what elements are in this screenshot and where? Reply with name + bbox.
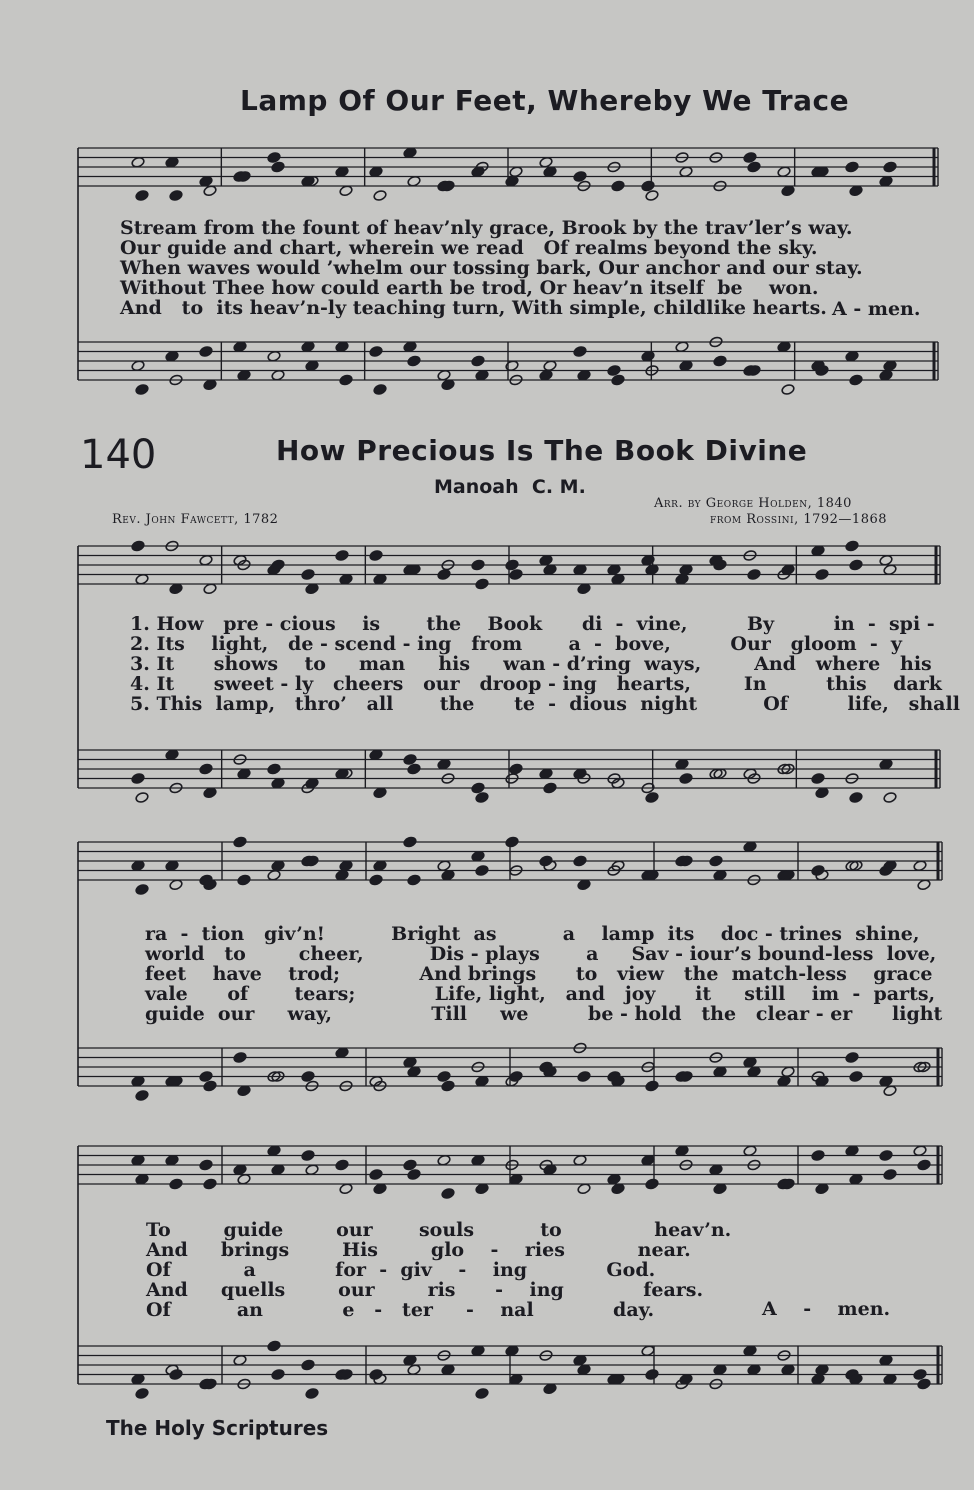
note-head [301, 569, 315, 581]
note-head [879, 1150, 893, 1162]
note-head [747, 569, 761, 581]
note-head [271, 161, 285, 173]
note-head [369, 550, 383, 562]
note-head [169, 1178, 183, 1190]
system1-verse-3: 3. It shows to man his wan - d’ring ways, And where his [130, 653, 932, 675]
note-head [267, 763, 281, 775]
note-head [573, 346, 587, 358]
note-head [845, 1052, 859, 1064]
arranger-credit: Arr. by George Holden, 1840 [654, 496, 852, 511]
note-head [199, 346, 213, 358]
note-head [441, 1080, 455, 1092]
note-head [373, 384, 387, 396]
note-head [403, 1159, 417, 1171]
note-head [407, 763, 421, 775]
note-head [883, 792, 897, 804]
note-head [811, 1150, 825, 1162]
note-head [169, 1369, 183, 1381]
system3-verse-4: And quells our ris - ing fears. [146, 1279, 704, 1301]
note-head [403, 754, 417, 766]
prev-verse-1: Stream from the fount of heav’nly grace, Brook by the trav’ler’s way. [120, 217, 853, 239]
note-head [505, 559, 519, 571]
note-head [131, 540, 145, 552]
note-head [611, 374, 625, 386]
note-head [509, 763, 523, 775]
note-head [573, 171, 587, 183]
note-head [713, 355, 727, 367]
note-head [471, 559, 485, 571]
note-head [913, 1369, 927, 1381]
note-head [607, 365, 621, 377]
system3-verse-2: And brings His glo - ries near. [146, 1239, 691, 1261]
note-head [747, 161, 761, 173]
note-head [611, 180, 625, 192]
note-head [135, 884, 149, 896]
note-head [135, 1090, 149, 1102]
system2-verse-4: vale of tears; Life, light, and joy it still im - parts, [145, 983, 936, 1005]
note-head [845, 161, 859, 173]
note-head [403, 836, 417, 848]
system3-verse-1: To guide our souls to heav’n. [146, 1219, 732, 1241]
note-head [369, 346, 383, 358]
note-head [849, 559, 863, 571]
prev-verse-4: Without Thee how could earth be trod, Or heav’n itself be won. [120, 277, 819, 299]
note-head [407, 355, 421, 367]
note-head [645, 792, 659, 804]
previous-hymn-title: Lamp Of Our Feet, Whereby We Trace [240, 84, 850, 117]
note-head [475, 578, 489, 590]
note-head [233, 836, 247, 848]
note-head [917, 1159, 931, 1171]
note-head [641, 180, 655, 192]
hymn-amen: A - men. [762, 1298, 891, 1320]
note-head [645, 1178, 659, 1190]
note-head [271, 559, 285, 571]
note-head [917, 1378, 931, 1390]
note-head [233, 1052, 247, 1064]
tune-name: Manoah C. M. [434, 476, 586, 498]
note-head [407, 1169, 421, 1181]
prev-verse-3: When waves would ’whelm our tossing bark, Our anchor and our stay. [120, 257, 863, 279]
note-head [199, 1159, 213, 1171]
note-head [267, 152, 281, 164]
note-head [573, 855, 587, 867]
note-head [645, 1080, 659, 1092]
arranger-source: from Rossini, 1792—1868 [710, 512, 888, 527]
note-head [237, 874, 251, 886]
note-head [645, 190, 659, 202]
system3-verse-5: Of an e - ter - nal day. [146, 1299, 655, 1321]
note-head [335, 1159, 349, 1171]
system3-verse-3: Of a for - giv - ing God. [146, 1259, 656, 1281]
note-head [131, 773, 145, 785]
note-head [509, 569, 523, 581]
system1-verse-2: 2. Its light, de - scend - ing from a - bove, Our gloom - y [130, 633, 902, 655]
note-head [203, 1178, 217, 1190]
prev-amen: A - men. [832, 298, 921, 320]
note-head [267, 1340, 281, 1352]
note-head [135, 190, 149, 202]
note-head [471, 355, 485, 367]
note-head [271, 1369, 285, 1381]
note-head [471, 782, 485, 794]
system2-verse-3: feet have trod; And brings to view the match-less grace [145, 963, 933, 985]
note-head [437, 569, 451, 581]
system1-verse-5: 5. This lamp, thro’ all the te - dious night Of life, shall [130, 693, 960, 715]
note-head [781, 384, 795, 396]
note-head [475, 1388, 489, 1400]
note-head [305, 1388, 319, 1400]
note-head [815, 569, 829, 581]
note-head [135, 1388, 149, 1400]
note-head [369, 874, 383, 886]
note-head [709, 855, 723, 867]
note-head [883, 1169, 897, 1181]
note-head [437, 1071, 451, 1083]
note-head [301, 1071, 315, 1083]
note-head [135, 792, 149, 804]
note-head [199, 1071, 213, 1083]
hymn-number: 140 [80, 432, 157, 478]
system2-verse-1: ra - tion giv’n! Bright as a lamp its doc - trines shine, [145, 923, 920, 945]
note-head [373, 190, 387, 202]
note-head [475, 865, 489, 877]
note-head [509, 1071, 523, 1083]
note-head [301, 1359, 315, 1371]
note-head [135, 384, 149, 396]
note-head [335, 550, 349, 562]
author-credit: Rev. John Fawcett, 1782 [112, 512, 279, 527]
prev-verse-2: Our guide and chart, wherein we read Of realms beyond the sky. [120, 237, 818, 259]
system1-verse-1: 1. How pre - cious is the Book di - vine, By in - spi - [130, 613, 935, 635]
note-head [849, 1071, 863, 1083]
note-head [169, 190, 183, 202]
note-head [441, 1188, 455, 1200]
note-head [543, 782, 557, 794]
note-head [339, 374, 353, 386]
note-head [679, 773, 693, 785]
note-head [505, 836, 519, 848]
note-head [883, 161, 897, 173]
note-head [199, 763, 213, 775]
section-footer: The Holy Scriptures [106, 1416, 329, 1440]
note-head [577, 1071, 591, 1083]
note-head [369, 1169, 383, 1181]
note-head [743, 152, 757, 164]
note-head [849, 792, 863, 804]
note-head [849, 374, 863, 386]
note-head [301, 1150, 315, 1162]
note-head [845, 540, 859, 552]
note-head [811, 773, 825, 785]
system2-verse-2: world to cheer, Dis - plays a Sav - iour’s bound-less love, [145, 943, 937, 965]
prev-verse-5: And to its heav’n-ly teaching turn, With simple, childlike hearts. [120, 297, 827, 319]
system1-verse-4: 4. It sweet - ly cheers our droop - ing hearts, In this dark [130, 673, 942, 695]
note-head [407, 874, 421, 886]
note-head [475, 792, 489, 804]
hymn-title: How Precious Is The Book Divine [276, 434, 808, 467]
note-head [645, 1369, 659, 1381]
system2-verse-5: guide our way, Till we be - hold the clear - er light [145, 1003, 943, 1025]
note-head [203, 1080, 217, 1092]
